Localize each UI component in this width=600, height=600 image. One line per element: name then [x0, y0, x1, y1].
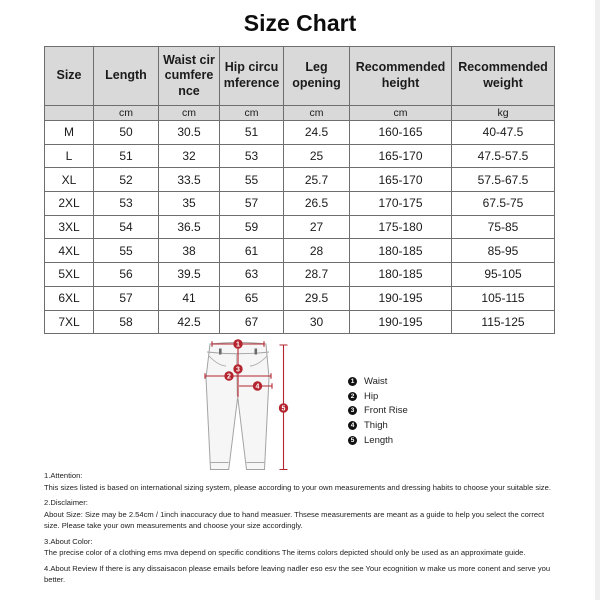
- legend-item-length: [348, 433, 408, 448]
- unit-cell: cm: [159, 106, 220, 121]
- table-row-l: [45, 144, 555, 168]
- cell: 59: [220, 215, 284, 239]
- cell: 7XL: [45, 310, 94, 334]
- cell: 5XL: [45, 263, 94, 287]
- cell: 52: [94, 168, 159, 192]
- table-row-6xl: [45, 286, 555, 310]
- cell: 51: [220, 121, 284, 145]
- cell: L: [45, 144, 94, 168]
- cell: 160-165: [350, 121, 452, 145]
- note-attention: [44, 470, 560, 493]
- legend-item-front-rise: [348, 403, 408, 418]
- cell: 56: [94, 263, 159, 287]
- cell: 105-115: [452, 286, 555, 310]
- cell: XL: [45, 168, 94, 192]
- cell: 55: [220, 168, 284, 192]
- col-header-weight: Recommended weight: [452, 47, 555, 106]
- cell: 4XL: [45, 239, 94, 263]
- cell: 190-195: [350, 286, 452, 310]
- table-row-7xl: [45, 310, 555, 334]
- unit-cell: cm: [94, 106, 159, 121]
- cell: 165-170: [350, 168, 452, 192]
- cell: 165-170: [350, 144, 452, 168]
- note-heading: 2.Disclaimer:: [44, 498, 88, 507]
- cell: 32: [159, 144, 220, 168]
- callout-3-num: 3: [236, 366, 240, 374]
- cell: 42.5: [159, 310, 220, 334]
- callout-5-num: 5: [281, 405, 286, 413]
- cell: 40-47.5: [452, 121, 555, 145]
- notes-section: [44, 470, 560, 590]
- belt-loop-right: [255, 349, 258, 355]
- callout-2-num: 2: [227, 373, 231, 381]
- cell: 170-175: [350, 192, 452, 216]
- note-body: 4.About Review If there is any dissaisacon please emails before leaving nadler eso esv the see Your ecognition w make us more conent and serve you better.: [44, 563, 551, 584]
- legend-badge-5: 5: [348, 436, 357, 445]
- cell: 57: [94, 286, 159, 310]
- cell: 95-105: [452, 263, 555, 287]
- cell: 67.5-75: [452, 192, 555, 216]
- cell: 180-185: [350, 263, 452, 287]
- col-header-size: Size: [45, 47, 94, 106]
- cell: 53: [94, 192, 159, 216]
- cell: 55: [94, 239, 159, 263]
- cell: 58: [94, 310, 159, 334]
- cell: 65: [220, 286, 284, 310]
- cell: 63: [220, 263, 284, 287]
- cell: 30.5: [159, 121, 220, 145]
- pants-measurement-diagram: [190, 336, 300, 480]
- unit-cell: cm: [350, 106, 452, 121]
- cell: M: [45, 121, 94, 145]
- cell: 190-195: [350, 310, 452, 334]
- header-row: [45, 47, 555, 106]
- note-heading: 3.About Color:: [44, 536, 93, 546]
- legend-label: Thigh: [364, 419, 388, 431]
- cell: 24.5: [284, 121, 350, 145]
- cell: 27: [284, 215, 350, 239]
- cell: 61: [220, 239, 284, 263]
- size-chart-table: [44, 46, 555, 334]
- cell: 3XL: [45, 215, 94, 239]
- cell: 26.5: [284, 192, 350, 216]
- legend-label: Front Rise: [364, 405, 408, 417]
- cell: 67: [220, 310, 284, 334]
- legend-label: Hip: [364, 390, 379, 402]
- cell: 85-95: [452, 239, 555, 263]
- col-header-waist: Waist circumference: [159, 47, 220, 106]
- cell: 51: [94, 144, 159, 168]
- table-row-4xl: [45, 239, 555, 263]
- note-body: About Size: Size may be 2.54cm / 1inch inaccuracy due to hand measuer. Thsese measurements are meant as a guide to help you select the correct size. Please take your own measurements and choose your size accordingly.: [44, 509, 545, 530]
- callout-4-num: 4: [255, 383, 260, 391]
- unit-cell: [45, 106, 94, 121]
- measurement-legend: [348, 374, 408, 447]
- cell: 28: [284, 239, 350, 263]
- legend-badge-4: 4: [348, 421, 357, 430]
- col-header-leg-opening: Leg opening: [284, 47, 350, 106]
- col-header-height: Recommended height: [350, 47, 452, 106]
- legend-badge-1: 1: [348, 377, 357, 386]
- note-about-review: [44, 563, 560, 586]
- unit-cell: cm: [220, 106, 284, 121]
- cell: 6XL: [45, 286, 94, 310]
- cell: 57.5-67.5: [452, 168, 555, 192]
- cell: 33.5: [159, 168, 220, 192]
- table-row-2xl: [45, 192, 555, 216]
- cell: 41: [159, 286, 220, 310]
- unit-cell: cm: [284, 106, 350, 121]
- cell: 175-180: [350, 215, 452, 239]
- unit-cell: kg: [452, 106, 555, 121]
- cell: 39.5: [159, 263, 220, 287]
- legend-badge-3: 3: [348, 406, 357, 415]
- cell: 54: [94, 215, 159, 239]
- cell: 115-125: [452, 310, 555, 334]
- cell: 25.7: [284, 168, 350, 192]
- note-body: The precise color of a clothing ems mva depend on specific conditions The items colors depicted should only be used as an approximate guide.: [44, 548, 526, 557]
- table-row-m: [45, 121, 555, 145]
- legend-label: Length: [364, 434, 394, 446]
- cell: 30: [284, 310, 350, 334]
- table-row-5xl: [45, 263, 555, 287]
- col-header-hip: Hip circumference: [220, 47, 284, 106]
- belt-loop-left: [219, 349, 222, 355]
- cell: 53: [220, 144, 284, 168]
- page-title: Size Chart: [243, 10, 357, 36]
- cell: 28.7: [284, 263, 350, 287]
- callout-1-num: 1: [236, 341, 240, 349]
- cell: 75-85: [452, 215, 555, 239]
- cell: 36.5: [159, 215, 220, 239]
- cell: 38: [159, 239, 220, 263]
- legend-item-hip: [348, 389, 408, 404]
- cell: 35: [159, 192, 220, 216]
- cell: 47.5-57.5: [452, 144, 555, 168]
- table-row-xl: [45, 168, 555, 192]
- legend-item-thigh: [348, 418, 408, 433]
- note-about-color: [44, 536, 560, 559]
- cell: 57: [220, 192, 284, 216]
- cell: 2XL: [45, 192, 94, 216]
- cell: 29.5: [284, 286, 350, 310]
- note-heading: 1.Attention:: [44, 471, 83, 480]
- legend-label: Waist: [364, 375, 388, 387]
- table-row-3xl: [45, 215, 555, 239]
- note-body: This sizes listed is based on international sizing system, please according to your own measurements and dressing habits to choose your suitable size.: [44, 482, 551, 492]
- right-edge-artifact: [595, 0, 600, 600]
- legend-badge-2: 2: [348, 392, 357, 401]
- units-row: [45, 106, 555, 121]
- col-header-length: Length: [94, 47, 159, 106]
- cell: 180-185: [350, 239, 452, 263]
- cell: 25: [284, 144, 350, 168]
- legend-item-waist: [348, 374, 408, 389]
- note-disclaimer: [44, 497, 560, 532]
- cell: 50: [94, 121, 159, 145]
